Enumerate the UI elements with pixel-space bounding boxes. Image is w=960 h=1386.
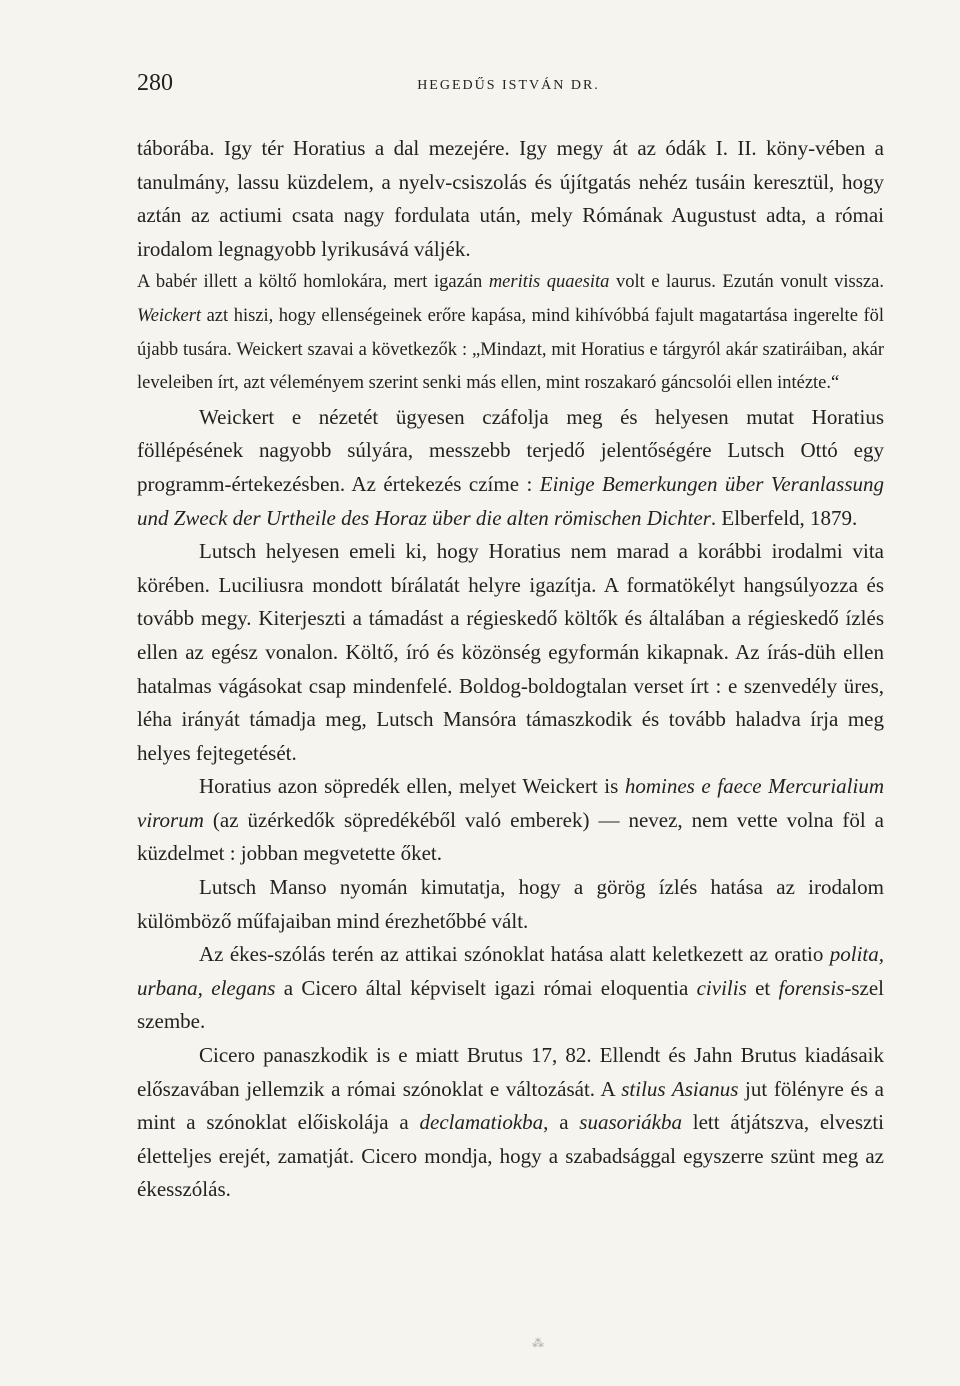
running-head: HEGEDŰS ISTVÁN DR. [417,78,600,93]
page-header [137,70,880,102]
paragraph: Lutsch helyesen emeli ki, hogy Horatius nem marad a korábbi irodalmi vita körében. Luciliusra mondott bírálatát helyre igazítja. A formatökélyt hangsúlyozza és tovább megy. Kiterjeszti a támadást a régieskedő költők és általában a régieskedő ízlés ellen az egész vonalon. Költő, író és közönség egyformán kikapnak. Az írás-düh ellen hatalmas vágásokat csap mindenfelé. Boldog-boldogtalan verset írt : e szenvedély üres, léha irányát támadja meg, Lutsch Mansóra támaszkodik és tovább haladva írja meg helyes fejtegetését. [137,539,884,765]
paragraph: Az ékes-szólás terén az attikai szónoklat hatása alatt keletkezett az oratio polita, urbana, elegans a Cicero által képviselt igazi római eloquentia civilis et forensis-szel szembe. [137,942,884,1034]
paragraph: Cicero panaszkodik is e miatt Brutus 17, 82. Ellendt és Jahn Brutus kiadásaik előszavában jellemzik a római szónoklat e változását. A stilus Asianus jut fölényre és a mint a szónoklat előiskolája a declamatiokba, a suasoriákba lett átjátszva, elveszti életteljes erejét, zamatját. Cicero mondja, hogy a szabadsággal egyszerre szünt meg az ékesszólás. [137,1043,884,1202]
paragraph: Lutsch Manso nyomán kimutatja, hogy a görög ízlés hatása az irodalom külömböző műfajaiban mind érezhetőbbé vált. [137,875,884,933]
page-number: 280 [137,70,173,96]
paragraph: A babér illett a költő homlokára, mert igazán meritis quaesita volt e laurus. Ezután vonult vissza. Weickert azt hiszi, hogy ellenségeinek erőre kapása, mind kihívóbbá fajult magatartása ingerelte föl újabb tusára. Weickert szavai a következők : „Mindazt, mit Horatius e tárgyról akár szatiráiban, akár leveleiben írt, azt véleményem szerint senki más ellen, mint roszakaró gáncsolói ellen intézte.“ [137,272,884,394]
body-text [137,132,884,1207]
smudge-mark-icon: ⁂ [532,1336,544,1350]
paragraph: táborába. Igy tér Horatius a dal mezejére. Igy megy át az ódák I. II. köny-vében a tanulmány, lassu küzdelem, a nyelv-csiszolás és újítgatás nehéz tusáin keresztül, hogy aztán az actiumi csata nagy fordulata után, mely Rómának Augustust adta, a római irodalom legnagyobb lyrikusává váljék. [137,136,884,261]
paragraph: Horatius azon söpredék ellen, melyet Weickert is homines e faece Mercurialium virorum (az üzérkedők söpredékéből való emberek) — nevez, nem vette volna föl a küzdelmet : jobban megvetette őket. [137,774,885,866]
paragraph: Weickert e nézetét ügyesen czáfolja meg és helyesen mutat Horatius föllépésének nagyobb súlyára, messzebb terjedő jelentőségére Lutsch Ottó egy programm-értekezésben. Az értekezés czíme : Einige Bemerkungen über Veranlassung und Zweck der Urtheile des Horaz über die alten römischen Dichter. Elberfeld, 1879. [137,404,884,530]
